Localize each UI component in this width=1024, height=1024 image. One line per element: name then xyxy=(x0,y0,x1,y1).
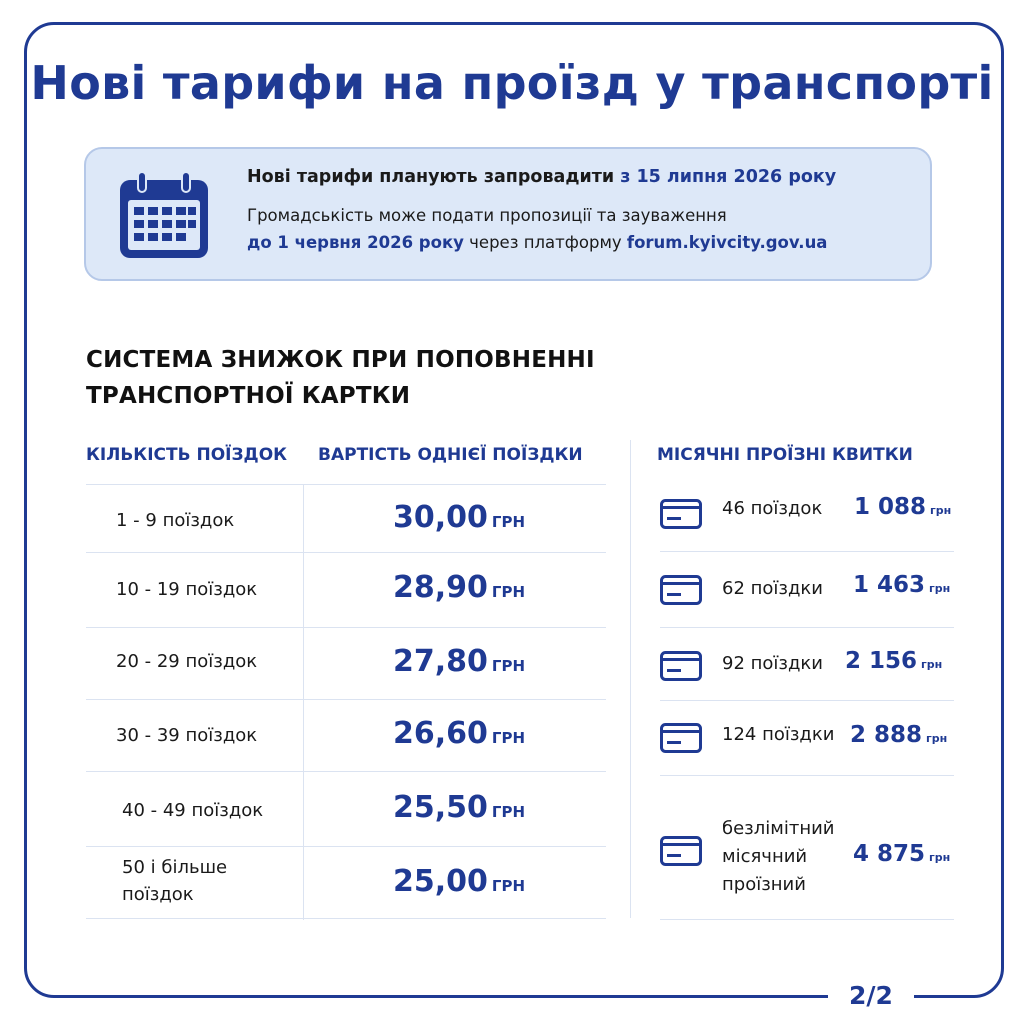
monthly-label-2: 62 поїздки xyxy=(722,578,823,599)
section-title: СИСТЕМА ЗНИЖОК ПРИ ПОПОВНЕННІ ТРАНСПОРТНОЇ КАРТКИ xyxy=(86,347,595,409)
row-divider xyxy=(660,700,954,701)
trips-range-3: 20 - 29 поїздок xyxy=(116,651,258,672)
row-divider xyxy=(86,771,606,772)
info-proposal-text: Громадськість може подати пропозиції та зауваження xyxy=(247,206,727,225)
monthly-price-1: 1 088 грн xyxy=(854,494,952,520)
price-3: 27,80 ГРН xyxy=(392,644,525,679)
trips-range-5: 40 - 49 поїздок xyxy=(122,800,264,821)
row-divider xyxy=(660,919,954,920)
monthly-price-2: 1 463 грн xyxy=(853,572,951,598)
monthly-price-3: 2 156 грн xyxy=(845,648,943,674)
card-icon xyxy=(660,723,702,753)
info-launch-text: Нові тарифи планують запровадити з 15 липня 2026 року xyxy=(247,167,837,187)
monthly-label-1: 46 поїздок xyxy=(722,498,823,519)
price-2: 28,90 ГРН xyxy=(392,570,525,605)
row-divider xyxy=(86,918,606,919)
price-1: 30,00 ГРН xyxy=(392,500,525,535)
row-divider xyxy=(660,627,954,628)
row-divider xyxy=(86,699,606,700)
table-column-divider xyxy=(303,484,304,920)
row-divider xyxy=(86,846,606,847)
card-icon xyxy=(660,651,702,681)
price-6: 25,00 ГРН xyxy=(392,864,525,899)
trips-range-2: 10 - 19 поїздок xyxy=(116,579,258,600)
page-number: 2/2 xyxy=(849,981,893,1010)
card-icon xyxy=(660,836,702,866)
row-divider xyxy=(86,627,606,628)
monthly-price-4: 2 888 грн xyxy=(850,722,948,748)
col-header-price: ВАРТІСТЬ ОДНІЄЇ ПОЇЗДКИ xyxy=(318,445,583,465)
forum-link[interactable]: forum.kyivcity.gov.ua xyxy=(626,233,828,252)
monthly-label-4: 124 поїздки xyxy=(722,724,835,745)
card-icon xyxy=(660,575,702,605)
deadline-date: до 1 червня 2026 року xyxy=(247,233,464,252)
col-header-trips: КІЛЬКІСТЬ ПОЇЗДОК xyxy=(86,445,288,465)
card-icon xyxy=(660,499,702,529)
trips-range-4: 30 - 39 поїздок xyxy=(116,725,258,746)
price-5: 25,50 ГРН xyxy=(392,790,525,825)
monthly-label-5: безлімітний місячний проїзний xyxy=(722,818,835,895)
row-divider xyxy=(660,551,954,552)
calendar-icon xyxy=(116,170,212,262)
row-divider xyxy=(86,484,606,485)
row-divider xyxy=(660,775,954,776)
trips-range-1: 1 - 9 поїздок xyxy=(116,510,235,531)
monthly-price-5: 4 875 грн xyxy=(853,841,951,867)
trips-range-6: 50 і більше поїздок xyxy=(122,857,228,905)
row-divider xyxy=(86,552,606,553)
launch-date: з 15 липня 2026 року xyxy=(620,167,837,187)
section-divider xyxy=(630,440,631,918)
info-deadline-text: до 1 червня 2026 року через платформу forum.kyivcity.gov.ua xyxy=(247,233,828,252)
monthly-label-3: 92 поїздки xyxy=(722,653,823,674)
monthly-header: МІСЯЧНІ ПРОЇЗНІ КВИТКИ xyxy=(657,445,913,465)
price-4: 26,60 ГРН xyxy=(392,716,525,751)
page-title: Нові тарифи на проїзд у транспорті xyxy=(30,56,994,110)
